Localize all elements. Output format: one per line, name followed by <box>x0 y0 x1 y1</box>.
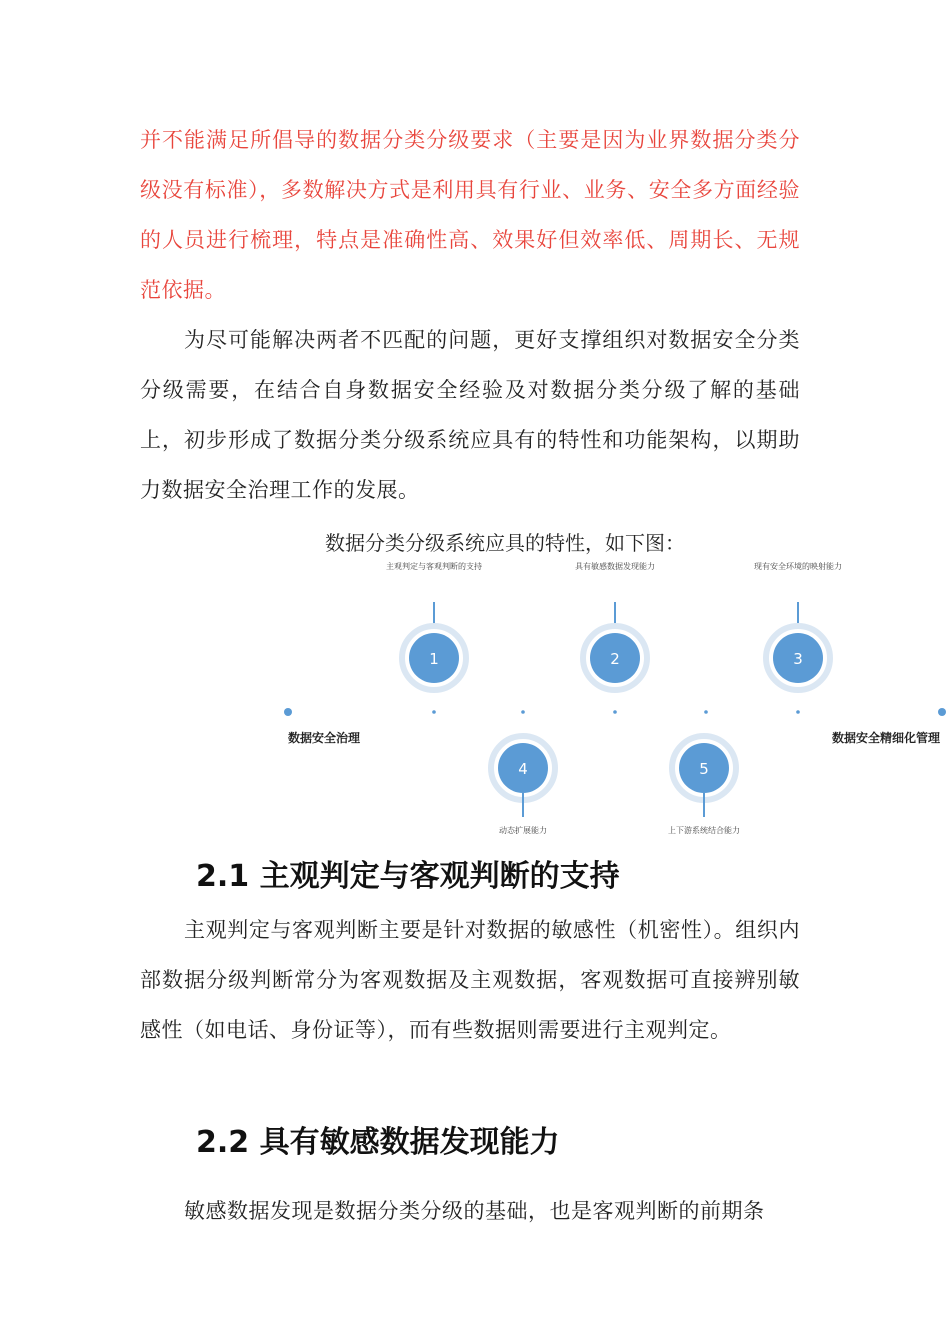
node-number: 3 <box>793 650 803 668</box>
section-heading-2-2: 2.2 具有敏感数据发现能力 <box>196 1125 560 1160</box>
node-number: 2 <box>610 650 620 668</box>
node-label: 现有安全环境的映射能力 <box>754 562 842 571</box>
node-label: 主观判定与客观判断的支持 <box>386 562 482 571</box>
feature-node-4 <box>491 736 555 835</box>
timeline-tick <box>704 710 708 714</box>
node-number: 1 <box>429 650 439 668</box>
timeline-tick <box>521 710 525 714</box>
feature-node-1 <box>386 561 482 690</box>
section-2-1-body: 主观判定与客观判断主要是针对数据的敏感性（机密性）。组织内部数据分级判断常分为客观数据及主观数据，客观数据可直接辨别敏感性（如电话、身份证等），而有些数据则需要进行主观判定。 <box>140 918 800 1042</box>
timeline-tick <box>432 710 436 714</box>
feature-node-2 <box>575 561 655 690</box>
timeline-end-dot <box>938 708 946 716</box>
feature-node-5 <box>668 736 740 835</box>
node-number: 4 <box>518 760 528 778</box>
feature-timeline-diagram <box>270 555 948 840</box>
paragraph-intro-red: 并不能满足所倡导的数据分类分级要求（主要是因为业界数据分类分级没有标准），多数解决方式是利用具有行业、业务、安全多方面经验的人员进行梳理，特点是准确性高、效果好但效率低、周期长、无规范依据。 <box>140 128 800 302</box>
timeline-tick <box>613 710 617 714</box>
node-label: 具有敏感数据发现能力 <box>575 562 655 571</box>
feature-node-3 <box>754 561 842 690</box>
timeline-tick <box>796 710 800 714</box>
node-label: 上下游系统结合能力 <box>668 826 740 835</box>
node-number: 5 <box>699 760 709 778</box>
node-label: 动态扩展能力 <box>499 826 547 835</box>
timeline-start-dot <box>284 708 292 716</box>
start-label: 数据安全治理 <box>288 731 361 745</box>
section-heading-2-1: 2.1 主观判定与客观判断的支持 <box>196 859 620 894</box>
section-2-2-body: 敏感数据发现是数据分类分级的基础，也是客观判断的前期条 <box>184 1199 765 1223</box>
end-label: 数据安全精细化管理 <box>831 731 940 745</box>
paragraph-purpose: 为尽可能解决两者不匹配的问题，更好支撑组织对数据安全分类分级需要，在结合自身数据安全经验及对数据分类分级了解的基础上，初步形成了数据分类分级系统应具有的特性和功能架构，以期助力数据安全治理工作的发展。 <box>140 328 800 502</box>
figure-caption: 数据分类分级系统应具的特性，如下图： <box>325 531 685 555</box>
